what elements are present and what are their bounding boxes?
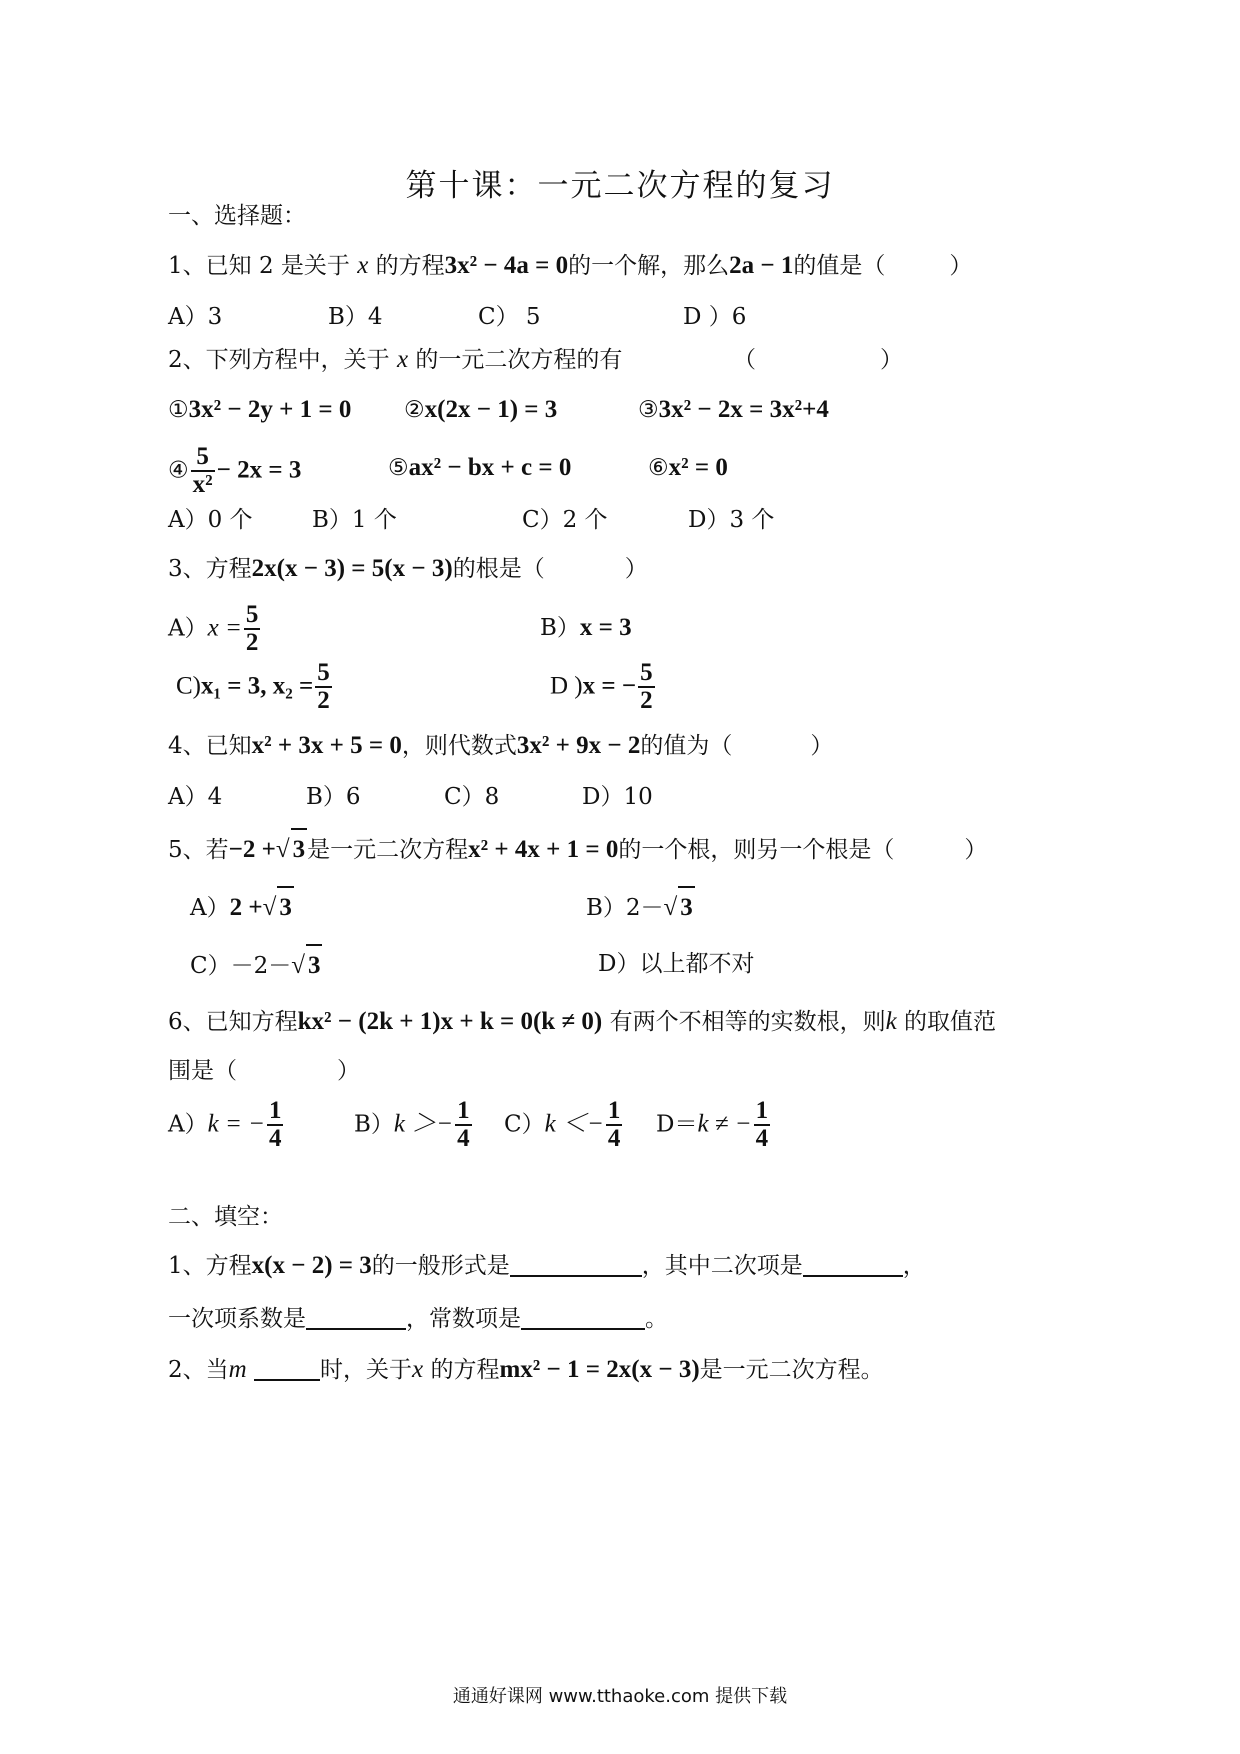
q6-option-c-expr: k ＜− bbox=[544, 1110, 604, 1138]
q3-option-c-den: 2 bbox=[317, 687, 330, 715]
q6-option-c bbox=[504, 1098, 624, 1153]
q2-item-3 bbox=[638, 390, 829, 430]
q2-option-b: B）1 个 bbox=[312, 507, 397, 533]
q1-expression: 2a − 1 bbox=[729, 252, 794, 279]
q3-option-a bbox=[168, 602, 262, 657]
f2-mid: 时，关于 bbox=[320, 1357, 413, 1383]
q2-eq-4-numerator: 5 bbox=[191, 444, 215, 472]
q2-eq-6: x² = 0 bbox=[668, 454, 728, 481]
q3-option-b-expr: x = 3 bbox=[579, 614, 632, 641]
f2-prefix: 2、当 bbox=[168, 1357, 229, 1383]
q6-var-k: k bbox=[885, 1008, 897, 1035]
f2-mid2: 的方程 bbox=[430, 1357, 500, 1383]
q3-option-a-num: 5 bbox=[244, 602, 261, 630]
q3-close: ） bbox=[624, 556, 648, 582]
q4-option-b: B）6 bbox=[306, 784, 361, 810]
q5-option-a: A）2 +√ 3 bbox=[190, 886, 294, 928]
q6-option-c-label: C） bbox=[504, 1111, 545, 1138]
q6-prefix: 6、已知方程 bbox=[168, 1009, 298, 1035]
f2-var-m: m bbox=[228, 1356, 247, 1383]
f1-line2-end: 。 bbox=[645, 1306, 668, 1332]
footer-watermark: 通通好课网 www.tthaoke.com 提供下载 bbox=[452, 1686, 788, 1707]
q1-prefix: 1、已知 2 是关于 bbox=[168, 253, 350, 279]
q2-item-2 bbox=[404, 390, 557, 430]
page-title: 第十课：一元二次方程的复习 bbox=[405, 168, 835, 204]
question-6-line2 bbox=[168, 1051, 360, 1091]
q6-option-c-num: 1 bbox=[606, 1098, 623, 1126]
q6-option-b-label: B） bbox=[354, 1111, 394, 1138]
q3-option-c-num: 5 bbox=[315, 660, 332, 688]
f1-blank-linear-coefficient[interactable] bbox=[306, 1302, 406, 1330]
q2-option-c: C）2 个 bbox=[522, 507, 608, 533]
q6-option-a-num: 1 bbox=[267, 1098, 284, 1126]
f1-end: ， bbox=[902, 1253, 926, 1279]
q6-option-b-num: 1 bbox=[455, 1098, 472, 1126]
q6-option-b bbox=[354, 1098, 474, 1153]
f1-line2-a: 一次项系数是 bbox=[168, 1306, 306, 1332]
q3-option-b-label: B） bbox=[540, 615, 580, 641]
q3-option-d-label: D ) bbox=[550, 672, 583, 700]
question-2 bbox=[168, 340, 622, 380]
q5-close: ） bbox=[964, 837, 988, 863]
q2-item-1 bbox=[168, 390, 351, 430]
q5-option-b-radicand: 3 bbox=[678, 886, 695, 928]
q6-option-d-num: 1 bbox=[754, 1098, 771, 1126]
q3-option-d-expr: x = − bbox=[582, 672, 637, 700]
q6-option-d-fraction bbox=[754, 1098, 771, 1153]
f1-equation: x(x − 2) = 3 bbox=[251, 1252, 372, 1279]
q6-option-b-expr: k ＞− bbox=[393, 1110, 454, 1138]
q3-option-d-num: 5 bbox=[638, 660, 655, 688]
q5-option-a-radicand: 3 bbox=[277, 886, 294, 928]
q2-eq-4-fraction bbox=[191, 444, 215, 499]
q2-eq-2: x(2x − 1) = 3 bbox=[424, 396, 558, 423]
q6-option-a-label: A） bbox=[168, 1111, 208, 1138]
q3-option-a-den: 2 bbox=[245, 629, 259, 657]
q5-option-b: B）2－√ 3 bbox=[586, 886, 695, 928]
q6-suffix2: 的取值范 bbox=[904, 1009, 996, 1035]
q2-prefix: 2、下列方程中，关于 bbox=[168, 347, 390, 373]
q6-option-a-den: 4 bbox=[268, 1125, 282, 1153]
q3-option-a-fraction bbox=[244, 602, 261, 657]
q1-equation: 3x² − 4a = 0 bbox=[444, 252, 569, 279]
question-6 bbox=[168, 1002, 996, 1042]
q4-option-a: A）4 bbox=[168, 784, 223, 810]
q3-option-c bbox=[176, 660, 334, 715]
f1-blank-general-form[interactable] bbox=[510, 1249, 642, 1277]
q6-option-b-den: 4 bbox=[457, 1125, 470, 1153]
q4-option-c: C）8 bbox=[444, 784, 500, 810]
q2-eq-5: ax² − bx + c = 0 bbox=[408, 454, 572, 481]
f2-blank-m[interactable] bbox=[254, 1353, 320, 1381]
q2-var-x: x bbox=[396, 346, 409, 373]
q6-option-d-expr: k ≠ − bbox=[697, 1110, 752, 1138]
q5-option-c-pre: －2－ bbox=[230, 953, 292, 979]
f1-prefix: 1、方程 bbox=[168, 1253, 252, 1279]
q2-eq-3: 3x² − 2x = 3x²+4 bbox=[658, 396, 829, 423]
q3-option-b bbox=[540, 608, 632, 648]
q1-var-x: x bbox=[357, 252, 369, 279]
q1-mid: 的方程 bbox=[375, 253, 445, 279]
f2-equation: mx² − 1 = 2x(x − 3) bbox=[499, 1356, 700, 1383]
fill-question-1 bbox=[168, 1246, 926, 1286]
q2-paren-close: ） bbox=[880, 347, 903, 373]
q5-equation: x² + 4x + 1 = 0 bbox=[468, 836, 619, 863]
q3-equation: 2x(x − 3) = 5(x − 3) bbox=[251, 555, 453, 582]
f1-mid: 的一般形式是 bbox=[371, 1253, 510, 1279]
q1-option-c: C） 5 bbox=[478, 304, 541, 330]
q6-option-a-fraction bbox=[267, 1098, 284, 1153]
q2-item-5 bbox=[388, 448, 571, 488]
q3-option-c-label: C) bbox=[176, 672, 201, 700]
q5-option-b-pre: 2－ bbox=[625, 895, 664, 921]
q2-paren-open: （ bbox=[733, 347, 756, 373]
q1-option-d: D ）6 bbox=[683, 304, 747, 330]
q5-option-c-radicand: 3 bbox=[306, 944, 323, 986]
q2-item-4 bbox=[168, 444, 301, 499]
q1-mid2: 的一个解，那么 bbox=[568, 253, 730, 279]
f1-mid2: ，其中二次项是 bbox=[641, 1253, 803, 1279]
question-5 bbox=[168, 828, 987, 870]
q2-option-a: A）0 个 bbox=[168, 507, 253, 533]
q4-mid: ，则代数式 bbox=[401, 733, 517, 759]
q3-option-c-fraction bbox=[315, 660, 332, 715]
q3-option-d bbox=[550, 660, 657, 715]
f1-line2-b: ，常数项是 bbox=[406, 1306, 521, 1332]
q5-option-a-label: A） bbox=[190, 895, 230, 921]
q4-prefix: 4、已知 bbox=[168, 733, 252, 759]
q6-option-d-den: 4 bbox=[755, 1125, 769, 1153]
question-3 bbox=[168, 549, 648, 589]
q3-option-a-label: A） bbox=[168, 615, 208, 642]
q2-mark-5: ⑤ bbox=[388, 455, 409, 481]
q6-suffix: 有两个不相等的实数根，则 bbox=[609, 1009, 886, 1035]
q5-option-a-pre: 2 + bbox=[229, 894, 263, 921]
q1-close: ） bbox=[949, 253, 973, 279]
fill-question-2 bbox=[168, 1350, 884, 1390]
q3-suffix: 的根是（ bbox=[452, 556, 545, 582]
q6-equation: kx² − (2k + 1)x + k = 0(k ≠ 0) bbox=[297, 1008, 603, 1035]
q4-close: ） bbox=[810, 733, 834, 759]
q5-option-c-label: C） bbox=[190, 953, 231, 979]
q2-item-6 bbox=[648, 448, 728, 488]
q3-option-d-den: 2 bbox=[640, 687, 653, 715]
q1-option-b: B）4 bbox=[328, 304, 383, 330]
section-heading-choice: 一、选择题： bbox=[168, 203, 306, 229]
q4-option-d: D）10 bbox=[582, 784, 653, 810]
q3-prefix: 3、方程 bbox=[168, 556, 252, 582]
q6-option-d-label: D＝ bbox=[656, 1111, 698, 1138]
q3-option-a-expr: x = bbox=[207, 614, 242, 642]
q1-option-a: A）3 bbox=[168, 304, 223, 330]
f1-blank-constant-term[interactable] bbox=[521, 1302, 645, 1330]
q3-option-d-fraction bbox=[638, 660, 655, 715]
q6-option-a bbox=[168, 1098, 285, 1153]
q3-option-c-expr: x₁ = 3, x₂ = bbox=[201, 672, 314, 700]
q2-mark-3: ③ bbox=[638, 397, 659, 423]
q2-mark-2: ② bbox=[404, 397, 425, 423]
q5-option-b-label: B） bbox=[586, 895, 626, 921]
q6-option-d bbox=[656, 1098, 772, 1153]
q6-close: ） bbox=[337, 1058, 360, 1084]
section-heading-fill: 二、填空： bbox=[168, 1204, 283, 1230]
q2-mark-6: ⑥ bbox=[648, 455, 669, 481]
q5-suffix: 的一个根，则另一个根是（ bbox=[618, 837, 895, 863]
q1-suffix: 的值是（ bbox=[793, 253, 886, 279]
q5-root-radicand: 3 bbox=[291, 828, 308, 870]
q2-eq-4-denominator: x² bbox=[192, 471, 213, 499]
q4-equation: x² + 3x + 5 = 0 bbox=[251, 732, 402, 759]
q6-line2: 围是（ bbox=[168, 1058, 237, 1084]
q6-option-a-expr: k = − bbox=[207, 1110, 265, 1138]
q5-root-radical: √ 3 bbox=[276, 836, 307, 863]
q5-option-d: D）以上都不对 bbox=[598, 951, 755, 977]
q2-mark-4: ④ bbox=[168, 457, 189, 484]
q5-root-pre: −2 + bbox=[228, 836, 276, 863]
f2-var-x: x bbox=[412, 1356, 424, 1383]
q5-prefix: 5、若 bbox=[168, 837, 229, 863]
q2-option-d: D）3 个 bbox=[688, 507, 775, 533]
q2-suffix: 的一元二次方程的有 bbox=[415, 347, 623, 373]
q4-expression: 3x² + 9x − 2 bbox=[516, 732, 641, 759]
fill-question-1-line2 bbox=[168, 1299, 668, 1339]
q6-option-c-fraction bbox=[606, 1098, 623, 1153]
question-4 bbox=[168, 726, 833, 766]
q5-option-c: C）－2－√ 3 bbox=[190, 944, 322, 986]
q5-mid: 是一元二次方程 bbox=[307, 837, 469, 863]
q6-option-c-den: 4 bbox=[607, 1125, 621, 1153]
question-1 bbox=[168, 246, 972, 286]
f2-suffix: 是一元二次方程。 bbox=[699, 1357, 884, 1383]
q4-suffix: 的值为（ bbox=[640, 733, 733, 759]
q6-option-b-fraction bbox=[455, 1098, 472, 1153]
q2-mark-1: ① bbox=[168, 397, 189, 423]
f1-blank-quadratic-term[interactable] bbox=[803, 1249, 903, 1277]
q2-eq-4-rest: − 2x = 3 bbox=[216, 456, 302, 484]
q2-eq-1: 3x² − 2y + 1 = 0 bbox=[188, 396, 352, 423]
